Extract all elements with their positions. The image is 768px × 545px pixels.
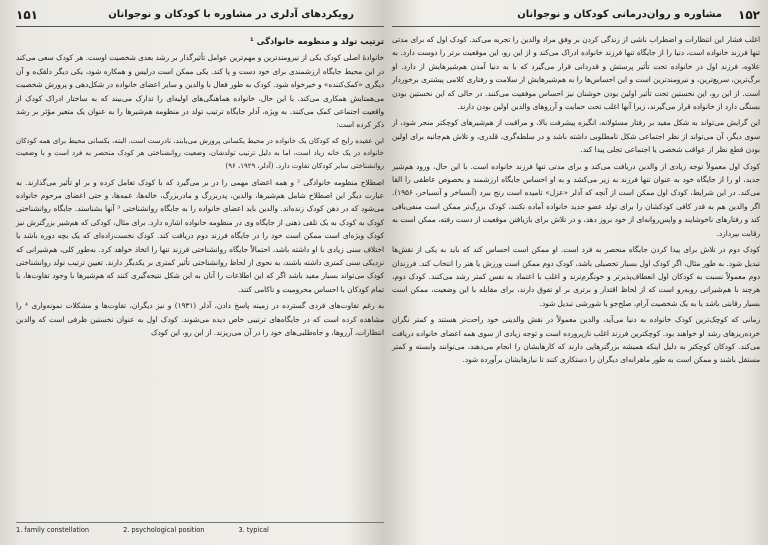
right-page-header — [392, 6, 760, 27]
right-page-body — [392, 27, 760, 367]
paragraph: کودک اول معمولاً توجه زیادی از والدین دریافت می‌کند و برای مدتی تنها فرزند خانواده است. با این حال، ورود هم‌شیر جدید، او را از جایگاه خود به عنوان تنها فرزند به زیر می‌کشد و به او احساس جایگاه ارزشمند و بخصوص عاطفی را القا می‌کند. در این شرایط، کودک اول ممکن است از آنچه که آدلر «عزل» تامیده است رنج ببرد (آنسباخر و آنسباخر، ۱۹۵۶). اگر والدین هم به قدر کافی کودکشان را برای تولد عضو جدید خانواده آماده نکنند، کودک بزرگ‌تر ممکن است منفی‌بافی کند و رفتارهای ناخوشایند و واپس‌روانه‌ای از خود بروز دهد، و در تلاش برای بازیافتن موقعیت از دست رفته، ممکن است به رقابت بپردازد. — [392, 161, 760, 238]
page-number: ۱۵۲ — [738, 8, 760, 22]
running-title: مشاوره و روان‌درمانی کودکان و نوجوانان — [517, 9, 722, 20]
left-page — [16, 6, 384, 538]
section-title: ترتیب تولد و منظومه خانوادگی ¹ — [250, 36, 384, 46]
footnote: 2. psychological position — [123, 526, 205, 534]
running-title: رویکردهای آدلری در مشاوره با کودکان و نوجوانان — [108, 9, 354, 20]
left-page-header — [16, 6, 384, 27]
footnote: 1. family constellation — [16, 526, 90, 534]
right-page — [392, 6, 760, 538]
paragraph: اغلب فشار این انتظارات و اضطراب ناشی از زندگی کردن بر وفق مراد والدین را تجربه می‌کند. کودک اول که برای مدتی تنها فرزند خانواده است، دنیا را از جایگاه تنها فرزند خانواده ادراک می‌کند و از این رو، این موقعیت برتر را دوست دارد. به علاوه، فرزند اول در خانواده تحت تأثیر پرستش و قدردانی قرار می‌گیرد که با به دنیا آمدن هم‌شیرهایش از دارد. او برگ‌ترین، سریع‌ترین، و نیرومندترین است و این احساس‌ها را به هم‌شیرهایش از سلامت و رفتاری کلامی پیشتری برخوردار است. از این رو، این نخستین تحت تأثیر اولین بودن خوشنان نیز احساس موفقیت می‌کنند. در حالی که این نخستین بودن بستگی دارد از خانواده قرار می‌گیرند، زیرا آنها اغلب تحت حمایت و آرزوهای والدین اولین بودن دارند. — [392, 35, 760, 112]
page-number: ۱۵۱ — [16, 8, 38, 22]
paragraph: کودک دوم در تلاش برای پیدا کردن جایگاه منحصر به فرد است. او ممکن است احساس کند که باید به یکی از نقش‌ها تبدیل شود. به طور مثال، اگر کودک اول بسیار تحصیلی باشد، کودک دوم ممکن است ورزش یا هنر را انتخاب کند. فرزندان دوم معمولاً نسبت به کودکان اول انعطاف‌پذیرتر و خونگرم‌ترند و اغلب با اعتماد به نفس کمتر رشد می‌کنند. کودک دوم، هرچند با هم‌شیرانی روبه‌رو است که از لحاظ اقتدار و برتری بر او تفوق دارند، برای مقابله با این وضعیت، ممکن است بسیار رقابتی باشد یا به یک شخصیت آرام، صلح‌جو یا شورشی تبدیل شود. — [392, 245, 760, 308]
footnotes — [16, 522, 384, 534]
left-page-body — [16, 27, 384, 340]
footnote: 3. typical — [238, 526, 269, 534]
block-quote: این عقیده رایج که کودکان یک خانواده در محیط یکسانی پرورش می‌یابند، نادرست است. البته، یکسانی محیط برای همه کودکان خانواده در یک خانه زیاد است، اما به دلیل ترتیب تولدشان، وضعیت روانشناختی هر کودک منحصر به فرد است و با وضعیت روانشناختی سایر کودکان تفاوت دارد. (آدلر، ۱۹۲۹، ۹۶) — [16, 136, 384, 171]
paragraph: این گرایش می‌تواند به شکل مفید بر رفتار مسئولانه، انگیزه پیشرفت بالا، و مراقبت از هم‌شیرهای کوچکتر منجر شود، از سوی دیگر، آن می‌تواند از نظر اجتماعی شکل نامطلوبی داشته باشد و در سلطه‌گری، قلدری، و تلاش هم‌جانبه برای اولین بودن قطع نظر از عواقب شخصی یا اجتماعی تجلی پیدا کند. — [392, 118, 760, 155]
paragraph: به رغم تفاوت‌های فردی گسترده در زمینه پاسخ دادن، آدلر (۱۹۳۱) و نیز دیگران، تفاوت‌ها و مشکلات نمونه‌واری ⁴ را مشاهده کرده است که در جایگاه‌های ترتیبی خاص دیده می‌شوند. کودک اول به عنوان نخستین ظرفی است که والدین انتظارات، آرزوها، و جاه‌طلبی‌های خود را در آن می‌ریزند. از این رو، این کودک — [16, 301, 384, 338]
paragraph: خانوادهٔ اصلی کودک یکی از نیرومندترین و مهم‌ترین عوامل تأثیرگذار بر رشد بعدی شخصیت اوست. هر کودک سعی می‌کند در این محیط جایگاه ارزشمندی برای خود دست و پا کند. یکی ممکن است درلیس و همکاره شود، یکی دیگر دلقک‌ه و آن دیگری «کمک‌کننده» و خیرخواه شود. کودک به طور فعال با والدین و سایر اعضای خانواده در شکل‌دهی و پرورش شخصیت می‌همتایش همکاری می‌کند. با این حال، خانواده هماهنگی‌های اولیه‌ای را تدارک می‌بیند که به ساختار ادراک کودک از واقعیت اجتماعی کمک می‌کنند. به ویژه، آدلر جایگاه ترتیب تولد در منظومه هم‌شیرها را به عنوان یک متغیر مؤثر بر رشد ذکر کرده است: — [16, 53, 384, 130]
paragraph: اصطلاح منظومه خانوادگی ² و همه اعضای مهمی را در بر می‌گیرد که با کودک تعامل کرده و بر او تأثیر می‌گذارند. به عبارت دیگر این اصطلاح شامل هم‌شیرها، والدین، پدربزرگ و مادربزرگ، خاله‌ها، عمه‌ها، و حتی اعضای مرحوم خانواده می‌شود که در ذهن کودک زنده‌اند. والدین باید اعضای خانواده را به جایگاه روانشناختی ³ آنها بشناسند. جایگاه روانشناختی کودک به کودک به یک تلقی ذهنی از جایگاه وی در منظومه خانواده اشاره دارد. برای مثال، کودکی که هم‌شیر بزرگترش نیز کودک ویژه‌ای است ممکن است خود را در جایگاه فرزند دوم دریافت کند. کودک نخست‌زاده‌ای که یک بچه دوره باشد یا اختلاف سنی زیادی با او داشته باشد، احتمالاً جایگاه روانشناختی فرزند تنها را اتخاذ خواهد کرد. به‌طور کلی، هم‌شیرانی که نزدیکی سنی کمتری داشته باشند، به نحوی از لحاظ روانشناختی تأثیر کمتری بر یکدیگر دارند. تعیین ترتیب تولد روانشناختی کودک می‌تواند بسیار مفید باشد اگر که این اطلاعات را آنان به این شکل نتیجه‌گیری کنند که هم‌شیرها با وجود تفاوت‌ها، با تمام کودکان با احساس محرومیت و ناکامی کنند. — [16, 177, 384, 294]
paragraph: زمانی که کوچک‌ترین کودک خانواده به دنیا می‌آید، والدین معمولاً در نقش والدینی خود راحت‌تر هستند و کمتر نگران خرده‌ریزهای رشد او خواهند بود. کوچکترین فرزند اغلب نازپرورده است و توجه زیادی از سوی همه اعضای خانواده دریافت می‌کند. کودکان کوچکتر به دلیل اینکه همیشه بزرگترهایی دارند که کارهایشان را انجام می‌دهند، می‌توانند وابسته و کمتر مستقل باشند و ممکن است به طور ماهرانه‌ای دیگران را دستکاری کنند تا نیازهایشان برآورده شود. — [392, 315, 760, 365]
